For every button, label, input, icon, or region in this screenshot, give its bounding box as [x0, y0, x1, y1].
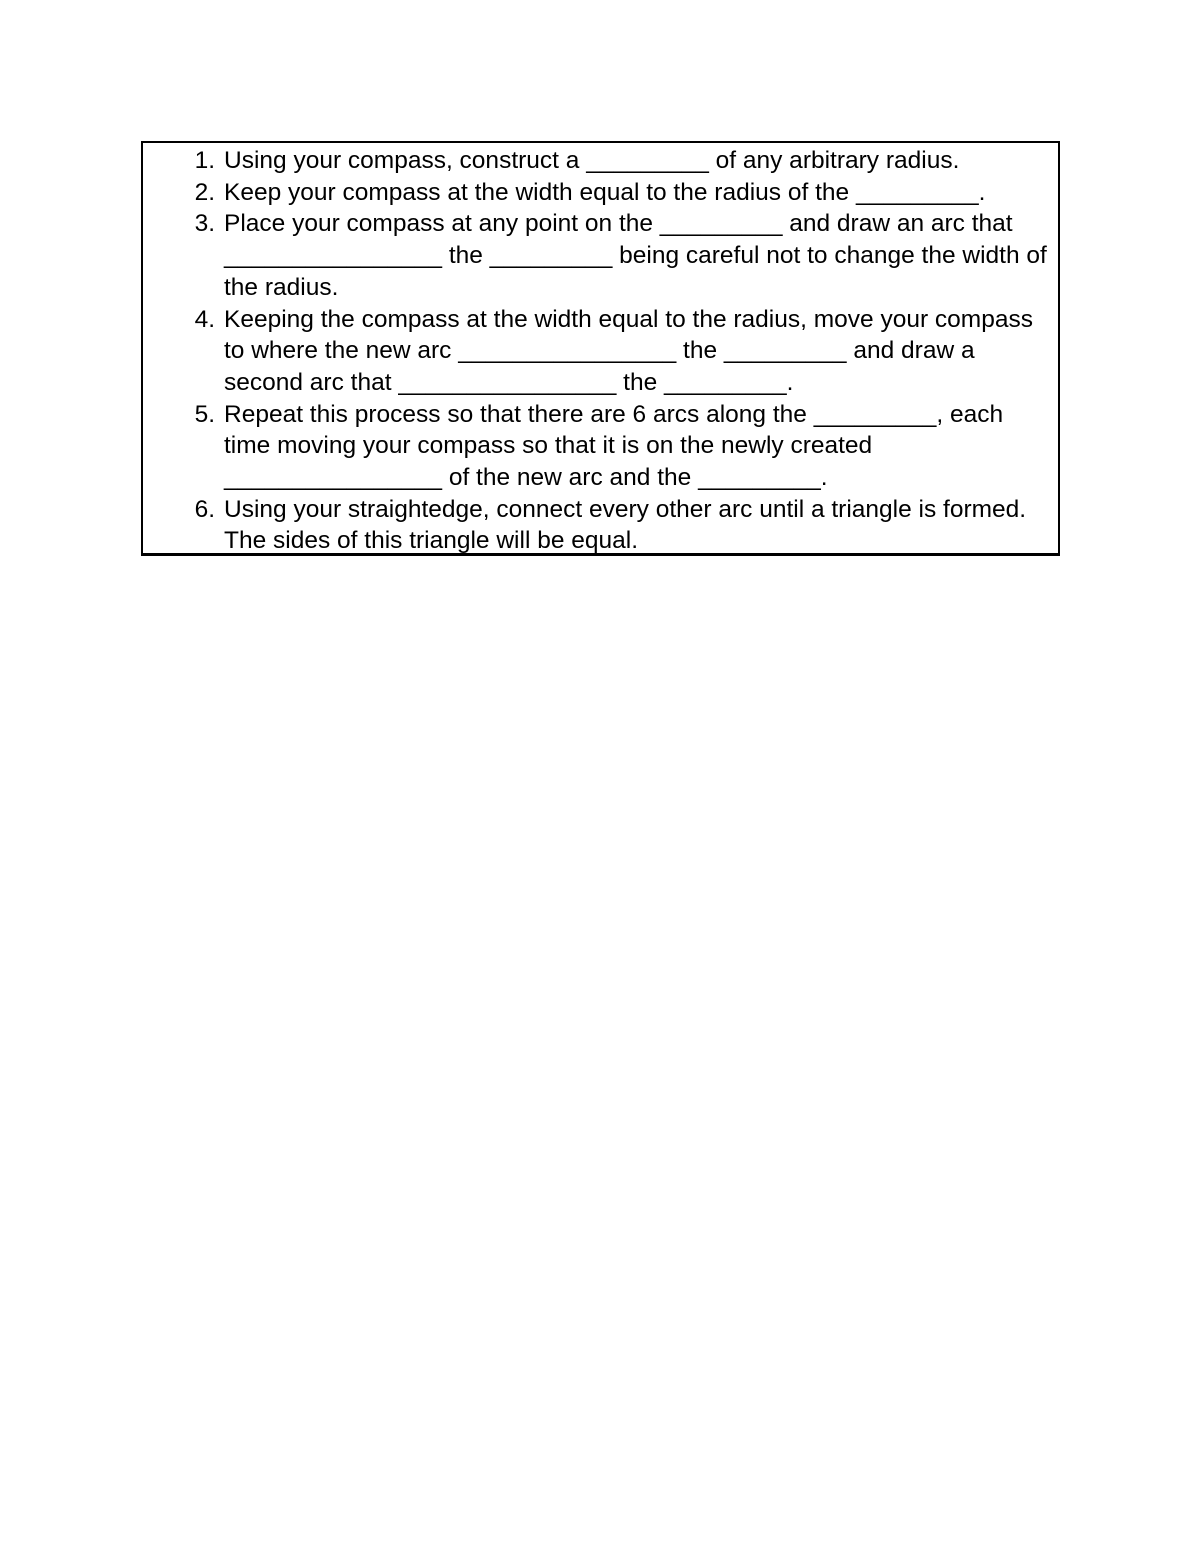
step-text: Repeat this process so that there are 6 arcs along the _________, each time moving your compass so that it is on the newly created ________________ of the new arc and the _________. — [224, 400, 1004, 492]
step-4 — [143, 304, 1058, 399]
step-6 — [143, 494, 1058, 557]
step-list — [143, 143, 1058, 557]
step-number: 3. — [194, 210, 215, 238]
step-text: Keeping the compass at the width equal to the radius, move your compass to where the new arc ________________ the _________ and draw a second arc that ________________ the _________. — [224, 305, 1033, 396]
step-text: Place your compass at any point on the _________ and draw an arc that ________________ the _________ being careful not to change the width of the radius. — [224, 210, 1047, 301]
step-number: 2. — [194, 178, 215, 206]
step-2 — [143, 177, 1058, 209]
step-text: Using your compass, construct a _________ of any arbitrary radius. — [224, 147, 960, 174]
step-number: 4. — [194, 305, 215, 333]
step-5 — [143, 399, 1058, 494]
step-number: 1. — [194, 147, 215, 174]
step-number: 5. — [194, 400, 215, 428]
step-number: 6. — [194, 495, 215, 523]
step-1 — [143, 145, 1058, 177]
step-3 — [143, 208, 1058, 303]
instruction-box — [141, 141, 1060, 556]
step-text: Using your straightedge, connect every other arc until a triangle is formed. The sides of this triangle will be equal. — [224, 495, 1027, 555]
step-text: Keep your compass at the width equal to the radius of the _________. — [224, 178, 986, 206]
